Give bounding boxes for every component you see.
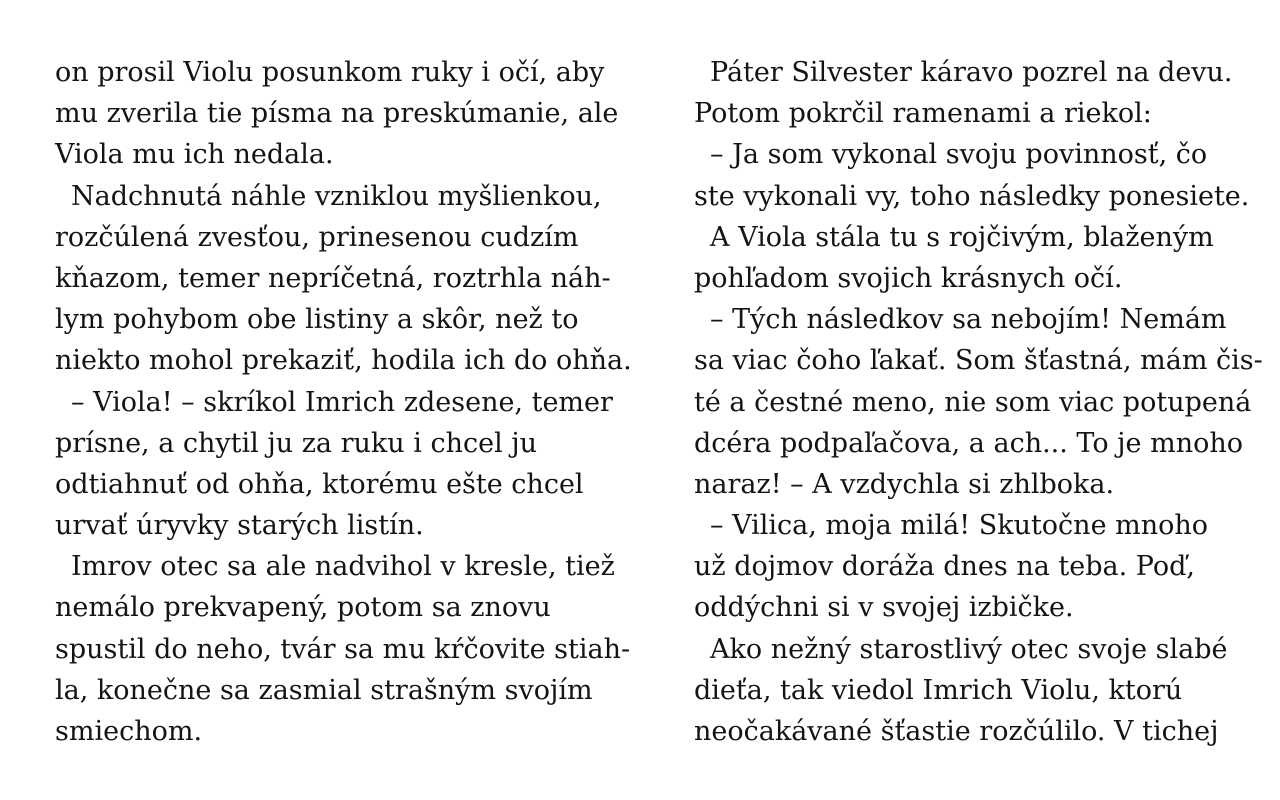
text-line: urvať úryvky starých listín. bbox=[55, 510, 424, 542]
text-line: nemálo prekvapený, potom sa znovu bbox=[55, 592, 551, 624]
text-line: sa viac čoho ľakať. Som šťastná, mám čis- bbox=[694, 345, 1263, 377]
text-line: Viola mu ich nedala. bbox=[55, 139, 334, 171]
text-line: dcéra podpaľačova, a ach... To je mnoho bbox=[694, 427, 1243, 459]
text-line: Imrov otec sa ale nadvihol v kresle, tiež bbox=[71, 551, 615, 583]
text-line: lym pohybom obe listiny a skôr, než to bbox=[55, 304, 579, 336]
text-line: oddýchni si v svojej izbičke. bbox=[694, 592, 1074, 624]
text-line: la, konečne sa zasmial strašným svojím bbox=[55, 674, 593, 706]
text-line: prísne, a chytil ju za ruku i chcel ju bbox=[55, 427, 538, 459]
text-line: smiechom. bbox=[55, 716, 203, 747]
left-page-text bbox=[55, 52, 632, 752]
text-line: ste vykonali vy, toho následky ponesiete. bbox=[694, 180, 1250, 212]
right-page-text bbox=[694, 52, 1263, 752]
text-line: naraz! – A vzdychla si zhlboka. bbox=[694, 468, 1115, 500]
text-line: mu zverila tie písma na preskúmanie, ale bbox=[55, 98, 619, 130]
text-line: – Viola! – skríkol Imrich zdesene, temer bbox=[71, 386, 613, 418]
left-page bbox=[55, 0, 632, 800]
text-line: dieťa, tak viedol Imrich Violu, ktorú bbox=[694, 674, 1183, 706]
text-line: Ako nežný starostlivý otec svoje slabé bbox=[710, 633, 1228, 665]
text-line: – Tých následkov sa nebojím! Nemám bbox=[710, 304, 1227, 336]
text-line: Potom pokrčil ramenami a riekol: bbox=[694, 98, 1152, 130]
text-line: té a čestné meno, nie som viac potupená bbox=[694, 386, 1252, 418]
text-line: spustil do neho, tvár sa mu kŕčovite stiah- bbox=[55, 633, 631, 665]
text-line: kňazom, temer nepríčetná, roztrhla náh- bbox=[55, 262, 611, 294]
text-line: on prosil Violu posunkom ruky i očí, aby bbox=[55, 57, 605, 88]
text-line: rozčúlená zvesťou, prinesenou cudzím bbox=[55, 221, 579, 253]
text-line: niekto mohol prekaziť, hodila ich do ohňa. bbox=[55, 345, 632, 377]
text-line: pohľadom svojich krásnych očí. bbox=[694, 262, 1123, 294]
text-line: Páter Silvester káravo pozrel na devu. bbox=[710, 57, 1233, 88]
text-line: už dojmov doráža dnes na teba. Poď, bbox=[694, 551, 1195, 583]
right-page bbox=[694, 0, 1263, 800]
text-line: Nadchnutá náhle vzniklou myšlienkou, bbox=[71, 180, 602, 212]
text-line: odtiahnuť od ohňa, ktorému ešte chcel bbox=[55, 468, 584, 500]
text-line: – Ja som vykonal svoju povinnosť, čo bbox=[710, 139, 1208, 171]
text-line: A Viola stála tu s rojčivým, blaženým bbox=[710, 221, 1214, 253]
text-line: neočakávané šťastie rozčúlilo. V tichej bbox=[694, 716, 1219, 747]
text-line: – Vilica, moja milá! Skutočne mnoho bbox=[710, 510, 1209, 542]
